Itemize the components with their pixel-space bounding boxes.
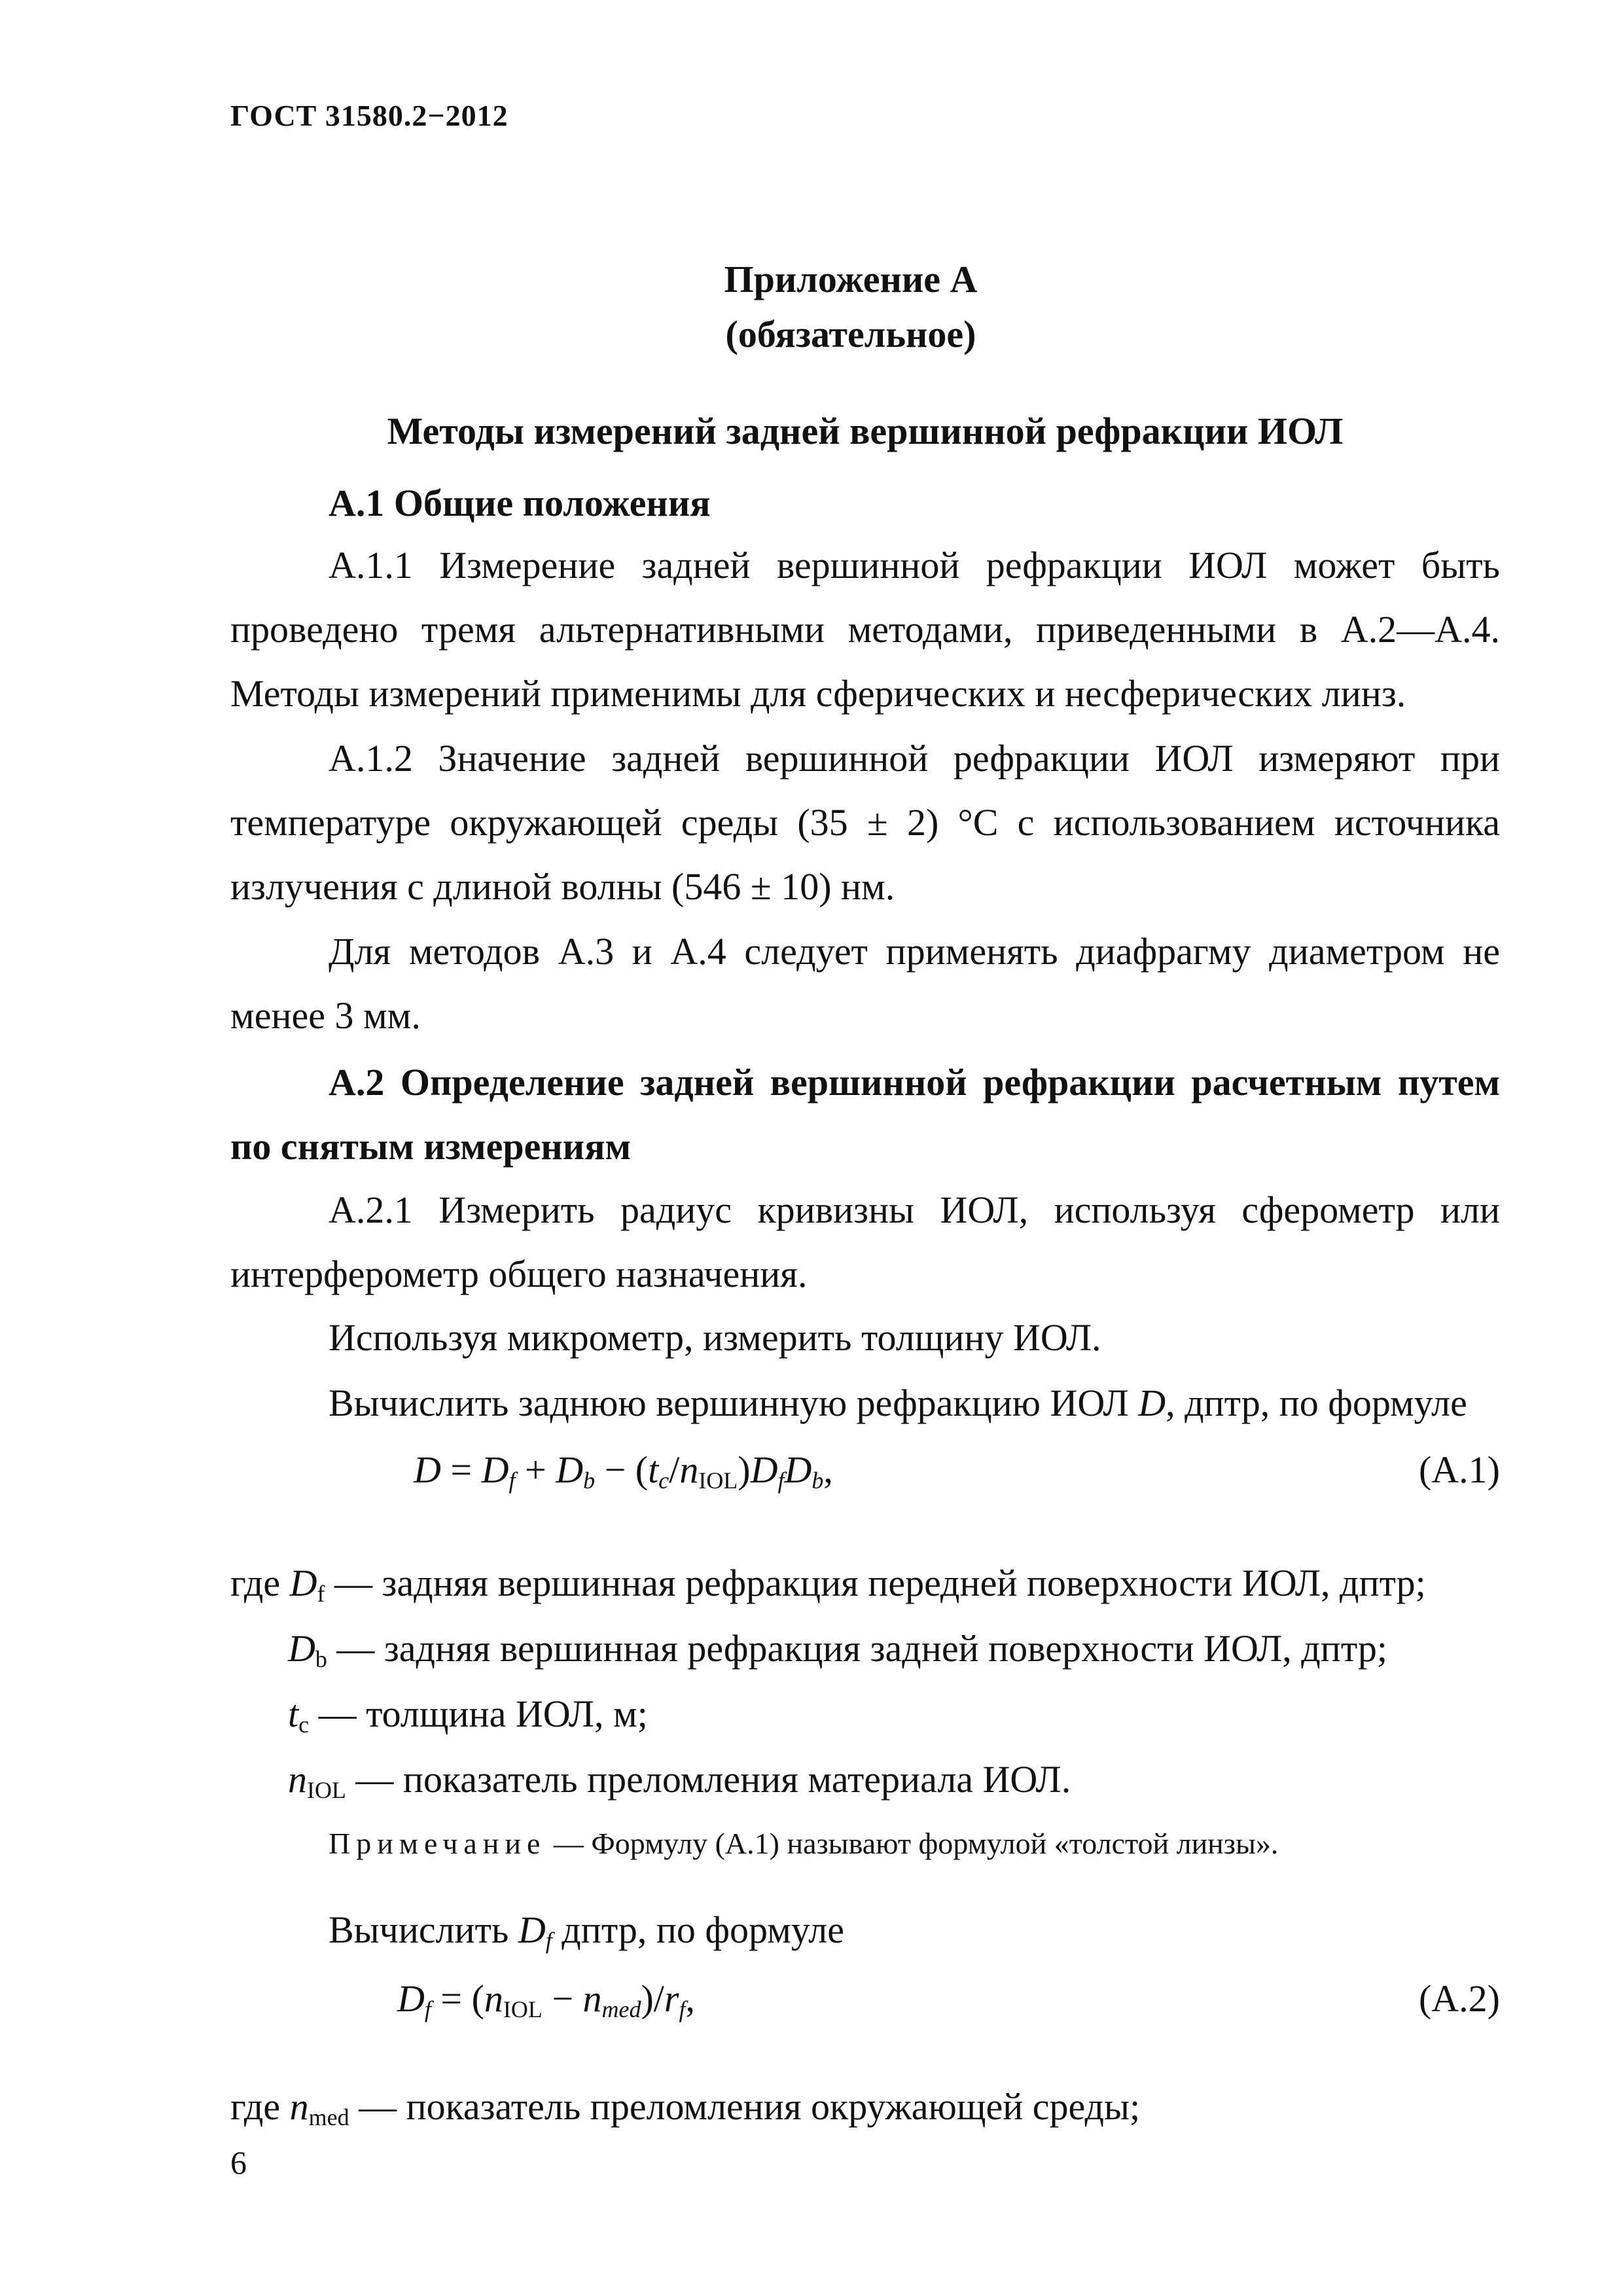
where-nmed-prefix: где xyxy=(230,2085,290,2128)
f2-end: , xyxy=(685,1977,695,2020)
f1-t1-sub: f xyxy=(508,1467,516,1494)
where-tc-var: t xyxy=(288,1693,299,1735)
a2-p3-text: Вычислить заднюю вершинную рефракцию ИОЛ xyxy=(329,1382,1139,1424)
f1-close: ) xyxy=(738,1448,751,1491)
a2-p4-sub: f xyxy=(545,1927,552,1954)
standard-header: ГОСТ 31580.2−2012 xyxy=(230,99,508,132)
f2-eq: = ( xyxy=(431,1977,484,2020)
f1-plus: + xyxy=(515,1448,556,1491)
f1-t3-sub: c xyxy=(658,1467,669,1494)
note xyxy=(329,1826,1278,1861)
a2-p4-var: D xyxy=(518,1909,546,1951)
where-niol-var: n xyxy=(288,1758,307,1801)
f2-lhs: D xyxy=(397,1977,425,2020)
appendix-title: Приложение А xyxy=(724,258,978,300)
a1-heading: А.1 Общие положения xyxy=(329,482,711,524)
f2-t1: n xyxy=(484,1977,503,2020)
where-db-var: D xyxy=(288,1627,315,1670)
appendix-title-block xyxy=(654,252,1047,362)
formula-a2-number: (А.2) xyxy=(1418,1977,1500,2020)
f2-t2: n xyxy=(582,1977,602,2020)
f1-slash: / xyxy=(669,1448,680,1491)
section-title: Методы измерений задней вершинной рефракции ИОЛ xyxy=(387,410,1344,452)
where-db-text: — задняя вершинная рефракция задней поверхности ИОЛ, дптр; xyxy=(327,1627,1387,1670)
where-db-sub: b xyxy=(315,1645,327,1672)
where-niol-text: — показатель преломления материала ИОЛ. xyxy=(346,1758,1071,1801)
a2-paragraph-1: А.2.1 Измерить радиус кривизны ИОЛ, используя сферометр или интерферометр общего назначения. xyxy=(230,1189,1500,1295)
f1-lhs: D xyxy=(414,1448,441,1491)
f1-minus: − ( xyxy=(595,1448,649,1491)
a2-heading: А.2 Определение задней вершинной рефракции расчетным путем по снятым измерениям xyxy=(230,1061,1500,1168)
f2-minus: − xyxy=(542,1977,583,2020)
where-nmed-text: — показатель преломления окружающей среды; xyxy=(349,2085,1141,2128)
formula-a2-row xyxy=(230,1977,1500,2036)
f1-t3: t xyxy=(648,1448,659,1491)
where-df-text: — задняя вершинная рефракция передней поверхности ИОЛ, дптр; xyxy=(325,1562,1426,1604)
where-niol-sub: IOL xyxy=(307,1776,346,1803)
where-df-var: D xyxy=(289,1562,317,1604)
a2-paragraph-3 xyxy=(230,1371,1500,1435)
a2-p4-text: Вычислить xyxy=(329,1909,518,1951)
formula-a2 xyxy=(397,1977,695,2023)
where-tc xyxy=(288,1682,1500,1757)
f1-t4: n xyxy=(679,1448,699,1491)
formula-a1-row xyxy=(230,1448,1500,1507)
f1-t5-sub: f xyxy=(777,1467,785,1494)
f1-end: , xyxy=(823,1448,833,1491)
f1-eq: = xyxy=(440,1448,482,1491)
where-db xyxy=(288,1617,1500,1691)
f1-t2-sub: b xyxy=(583,1467,596,1494)
where-tc-sub: c xyxy=(298,1711,310,1738)
page-number: 6 xyxy=(230,2144,247,2181)
appendix-status: (обязательное) xyxy=(725,313,976,355)
f2-close: )/ xyxy=(641,1977,664,2020)
f1-t1: D xyxy=(481,1448,509,1491)
a2-p3-tail: , дптр, по формуле xyxy=(1166,1382,1467,1424)
f2-t2-sub: med xyxy=(601,1996,641,2022)
a2-p4-tail: дптр, по формуле xyxy=(552,1909,844,1951)
f1-t4-sub: IOL xyxy=(698,1467,738,1494)
a2-paragraph-2: Используя микрометр, измерить толщину ИОЛ. xyxy=(329,1316,1101,1359)
where-tc-text: — толщина ИОЛ, м; xyxy=(309,1693,648,1735)
formula-a1 xyxy=(414,1448,833,1494)
a1-paragraph-1: А.1.1 Измерение задней вершинной рефракции ИОЛ может быть проведено тремя альтернативными методами, приведенными в А.2—А.4. Методы измерений применимы для сферических и несферических линз. xyxy=(230,544,1500,715)
where-nmed-sub: med xyxy=(308,2104,349,2130)
formula-a1-number: (А.1) xyxy=(1418,1448,1500,1491)
where-niol xyxy=(288,1748,1500,1822)
note-text: — Формулу (А.1) называют формулой «толстой линзы». xyxy=(546,1827,1279,1860)
where-nmed xyxy=(230,2075,1500,2149)
f2-t3-sub: f xyxy=(679,1996,686,2022)
a1-paragraph-2: А.1.2 Значение задней вершинной рефракции ИОЛ измеряют при температуре окружающей среды (35 ± 2) °С с использованием источника излучения с длиной волны (546 ± 10) нм. xyxy=(230,737,1500,908)
a1-paragraph-3: Для методов А.3 и А.4 следует применять диафрагму диаметром не менее 3 мм. xyxy=(230,930,1500,1037)
note-label: Примечание xyxy=(329,1827,546,1860)
f1-t6-sub: b xyxy=(812,1467,824,1494)
f2-t1-sub: IOL xyxy=(503,1996,543,2022)
f1-t5: D xyxy=(750,1448,778,1491)
f1-t6: D xyxy=(784,1448,812,1491)
f2-lhs-sub: f xyxy=(424,1996,431,2022)
where-df-sub: f xyxy=(317,1580,325,1607)
a2-p3-var: D xyxy=(1138,1382,1166,1424)
where-df xyxy=(230,1551,1500,1626)
a2-paragraph-4 xyxy=(230,1898,1500,1973)
where-prefix: где xyxy=(230,1562,290,1604)
where-nmed-var: n xyxy=(289,2085,309,2128)
f2-t3: r xyxy=(664,1977,679,2020)
f1-t2: D xyxy=(556,1448,584,1491)
